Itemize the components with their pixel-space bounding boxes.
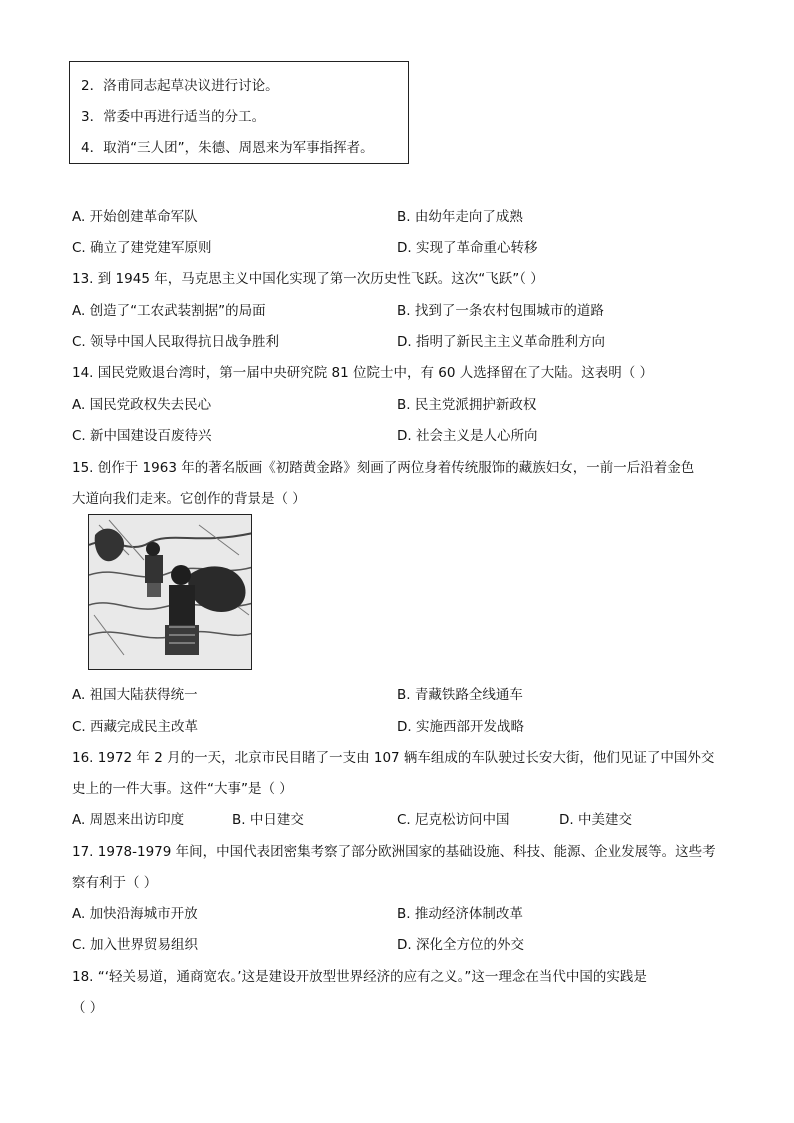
- q12-option-a: A. 开始创建革命军队: [72, 209, 198, 225]
- q17-stem-line2: 察有利于（ ）: [72, 875, 158, 891]
- q18-stem-line1: 18. “‘轻关易道，通商宽农。’这是建设开放型世界经济的应有之义。”这一理念在当代中国的实践是: [72, 969, 647, 985]
- q17-option-c: C. 加入世界贸易组织: [72, 937, 199, 953]
- q15-stem-line1: 15. 创作于 1963 年的著名版画《初踏黄金路》刻画了两位身着传统服饰的藏族妇女，一前一后沿着金色: [72, 460, 695, 476]
- q16-stem-line1: 16. 1972 年 2 月的一天，北京市民目睹了一支由 107 辆车组成的车队驶过长安大街，他们见证了中国外交: [72, 750, 715, 766]
- q17-option-b: B. 推动经济体制改革: [397, 906, 523, 922]
- q13-option-a: A. 创造了“工农武装割据”的局面: [72, 303, 266, 319]
- q13-stem: 13. 到 1945 年，马克思主义中国化实现了第一次历史性飞跃。这次“飞跃”（ ）: [72, 271, 544, 287]
- q14-option-b: B. 民主党派拥护新政权: [397, 397, 537, 413]
- q17-option-d: D. 深化全方位的外交: [397, 937, 524, 953]
- q17-stem-line1: 17. 1978-1979 年间，中国代表团密集考察了部分欧洲国家的基础设施、科技、能源、企业发展等。这些考: [72, 844, 716, 860]
- q13-option-d: D. 指明了新民主主义革命胜利方向: [397, 334, 605, 350]
- q14-option-c: C. 新中国建设百废待兴: [72, 428, 212, 444]
- excerpt-box: [69, 61, 409, 164]
- q16-option-d: D. 中美建交: [559, 812, 632, 828]
- q15-stem-line2: 大道向我们走来。它创作的背景是（ ）: [72, 491, 306, 507]
- q15-option-c: C. 西藏完成民主改革: [72, 719, 199, 735]
- q13-option-b: B. 找到了一条农村包围城市的道路: [397, 303, 604, 319]
- excerpt-line-4: 4．取消“三人团”，朱德、周恩来为军事指挥者。: [81, 140, 374, 156]
- q14-stem: 14. 国民党败退台湾时，第一届中央研究院 81 位院士中，有 60 人选择留在了大陆。这表明（ ）: [72, 365, 654, 381]
- q13-option-c: C. 领导中国人民取得抗日战争胜利: [72, 334, 280, 350]
- q16-stem-line2: 史上的一件大事。这件“大事”是（ ）: [72, 781, 293, 797]
- q16-option-b: B. 中日建交: [232, 812, 304, 828]
- q17-option-a: A. 加快沿海城市开放: [72, 906, 198, 922]
- woodcut-print-image: [88, 514, 252, 670]
- q15-option-b: B. 青藏铁路全线通车: [397, 687, 523, 703]
- q18-stem-line2: （ ）: [72, 1000, 104, 1016]
- excerpt-line-3: 3．常委中再进行适当的分工。: [81, 109, 266, 125]
- excerpt-line-2: 2．洛甫同志起草决议进行讨论。: [81, 78, 279, 94]
- q16-option-a: A. 周恩来出访印度: [72, 812, 185, 828]
- woodcut-print-illustration: [89, 515, 252, 670]
- q12-option-b: B. 由幼年走向了成熟: [397, 209, 523, 225]
- q15-option-d: D. 实施西部开发战略: [397, 719, 524, 735]
- q14-option-d: D. 社会主义是人心所向: [397, 428, 538, 444]
- q16-option-c: C. 尼克松访问中国: [397, 812, 510, 828]
- q12-option-c: C. 确立了建党建军原则: [72, 240, 212, 256]
- q14-option-a: A. 国民党政权失去民心: [72, 397, 212, 413]
- q12-option-d: D. 实现了革命重心转移: [397, 240, 538, 256]
- q15-option-a: A. 祖国大陆获得统一: [72, 687, 198, 703]
